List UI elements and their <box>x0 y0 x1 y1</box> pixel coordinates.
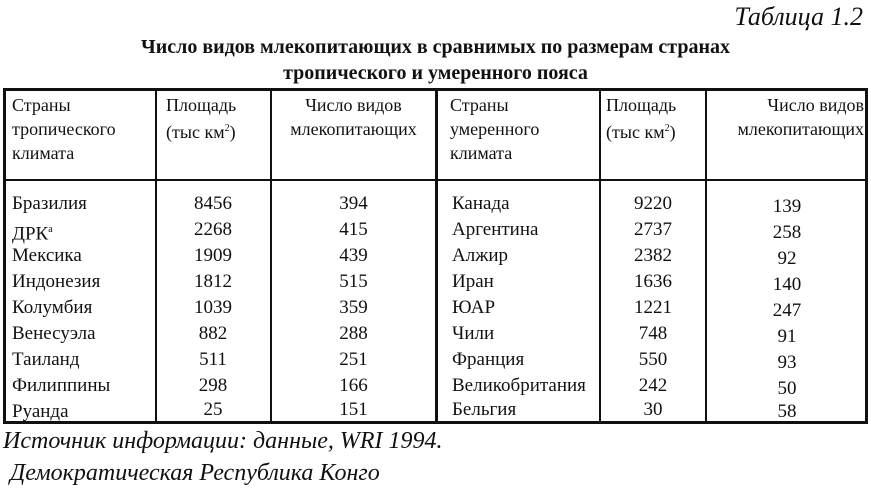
table-row <box>6 243 865 269</box>
temperate-species: 93 <box>777 352 797 373</box>
tropical-country: Колумбия <box>12 297 93 318</box>
tropical-area: 1039 <box>194 297 232 318</box>
table-title-line2: тропического и умеренного пояса <box>283 62 588 84</box>
temperate-country: Бельгия <box>452 399 517 420</box>
temperate-area: 550 <box>638 349 668 370</box>
temperate-country: Великобритания <box>452 375 586 396</box>
species-table <box>3 88 868 424</box>
temperate-country: ЮАР <box>452 297 496 318</box>
temperate-area: 242 <box>638 375 668 396</box>
tropical-species: 288 <box>339 323 368 344</box>
temperate-species: 91 <box>777 326 797 347</box>
source-note: Источник информации: данные, WRI 1994. <box>3 428 443 454</box>
temperate-country: Алжир <box>452 245 508 266</box>
tropical-species: 359 <box>339 297 368 318</box>
temperate-area: 30 <box>643 399 663 420</box>
tropical-country: Венесуэла <box>12 323 96 344</box>
temperate-country: Иран <box>452 271 494 292</box>
tropical-area: 511 <box>199 349 227 370</box>
temperate-species: 247 <box>772 300 802 321</box>
tropical-area: 8456 <box>194 193 232 214</box>
tropical-area: 298 <box>198 375 228 396</box>
table-row <box>6 269 865 295</box>
table-number: Таблица 1.2 <box>734 2 863 31</box>
tropical-species: 151 <box>339 399 368 420</box>
tropical-country: $ДРК^а$ <box>12 223 53 245</box>
temperate-species: 139 <box>772 196 802 217</box>
tropical-species: 166 <box>339 375 368 396</box>
table-row <box>6 397 865 423</box>
header-divider <box>6 179 865 181</box>
tropical-country: Таиланд <box>12 349 80 370</box>
temperate-area: 2382 <box>634 245 672 266</box>
header-tropical-country: Страны тропического климата <box>12 95 116 163</box>
temperate-species: 140 <box>772 274 802 295</box>
tropical-area: 2268 <box>194 219 232 240</box>
temperate-species: 50 <box>777 378 797 399</box>
tropical-species: 439 <box>339 245 368 266</box>
temperate-country: Франция <box>452 349 525 370</box>
tropical-species: 251 <box>339 349 368 370</box>
temperate-country: Чили <box>452 323 495 344</box>
temperate-area: 9220 <box>634 193 672 214</box>
temperate-species: 58 <box>777 401 797 422</box>
temperate-area: 2737 <box>634 219 672 240</box>
temperate-area: 748 <box>638 323 668 344</box>
table-title-line1: Число видов млекопитающих в сравнимых по размерам странах <box>141 36 730 58</box>
tropical-area: 1909 <box>194 245 232 266</box>
tropical-species: 394 <box>339 193 368 214</box>
table-row <box>6 347 865 373</box>
table-row <box>6 217 865 243</box>
temperate-country: Аргентина <box>452 219 539 240</box>
tropical-species: 415 <box>339 219 368 240</box>
temperate-species: 258 <box>772 222 802 243</box>
tropical-species: 515 <box>339 271 368 292</box>
table-row <box>6 191 865 217</box>
table-row <box>6 373 865 399</box>
table-row <box>6 295 865 321</box>
header-temperate-country: Страны умеренного климата <box>450 95 540 163</box>
tropical-country: Индонезия <box>12 271 101 292</box>
temperate-species: 92 <box>777 248 797 269</box>
header-area-tropical: Площадь (тыс $км^2$) <box>166 95 237 142</box>
tropical-country: Мексика <box>12 245 82 266</box>
temperate-area: 1636 <box>634 271 672 292</box>
tropical-country: Руанда <box>12 401 69 422</box>
table-row <box>6 321 865 347</box>
temperate-area: 1221 <box>634 297 672 318</box>
tropical-area: 882 <box>198 323 228 344</box>
header-area-temperate: Площадь (тыс $км^2$) <box>606 95 677 142</box>
tropical-country: Филиппины <box>12 375 111 396</box>
tropical-area: 1812 <box>194 271 232 292</box>
header-species-temperate: Число видов млекопитающих <box>737 95 864 139</box>
tropical-country: Бразилия <box>12 193 87 214</box>
header-species-tropical: Число видов млекопитающих <box>290 95 417 139</box>
tropical-area: 25 <box>203 399 223 420</box>
footnote-a: Демократическая Республика Конго <box>10 460 380 486</box>
temperate-country: Канада <box>452 193 510 214</box>
